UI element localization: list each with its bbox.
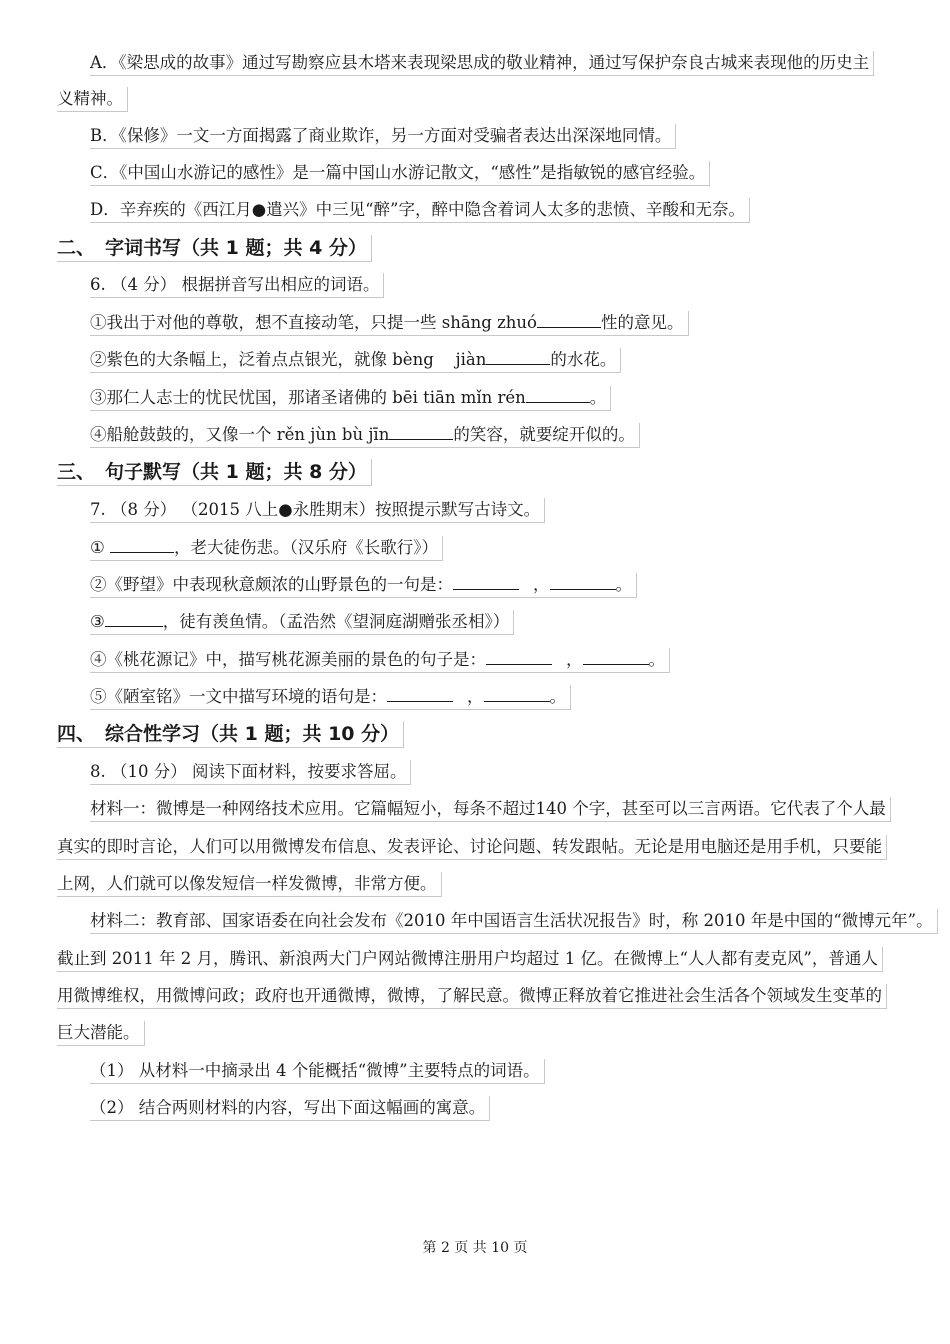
item-text: ， (467, 687, 484, 706)
q6-item-2 (90, 348, 621, 373)
option-c: C．《中国山水游记的感性》是一篇中国山水游记散文，“感性”是指敏锐的感官经验。 (90, 161, 710, 186)
option-a-line2: 义精神。 (57, 87, 128, 112)
question-6-stem: 6. （4 分） 根据拼音写出相应的词语。 (90, 273, 384, 298)
section-heading-3 (57, 459, 372, 486)
sub-question-2: （2） 结合两则材料的内容，写出下面这幅画的寓意。 (90, 1096, 490, 1121)
answer-blank[interactable] (550, 573, 616, 590)
material-2-line2: 截止到 2011 年 2 月，腾讯、新浪两大门户网站微博注册用户均超过 1 亿。在微博上“人人都有麦克风”，普通人 (57, 947, 883, 972)
answer-blank[interactable] (526, 386, 590, 403)
material-1-line3: 上网，人们就可以像发短信一样发微博，非常方便。 (57, 872, 442, 897)
sub-question-1: （1） 从材料一中摘录出 4 个能概括“微博”主要特点的词语。 (90, 1059, 545, 1084)
q7-item-1 (90, 536, 443, 561)
item-text: ①我出于对他的尊敬，想不直接动笔，只提一些 shāng zhuó (90, 313, 537, 332)
item-text: ① (90, 538, 111, 557)
item-text: 性的意见。 (601, 313, 684, 332)
item-text: ， (566, 650, 583, 669)
answer-blank[interactable] (110, 536, 174, 553)
item-text: ④船舱鼓鼓的，又像一个 rěn jùn bù jīn (90, 425, 390, 444)
option-a-line1: A．《梁思成的故事》通过写勘察应县木塔来表现梁思成的敬业精神，通过写保护奈良古城来表现他的历史主 (90, 51, 874, 76)
item-text: ③那仁人志士的忧民忧国，那诸圣诸佛的 bēi tiān mǐn rén (90, 388, 526, 407)
q7-item-2 (90, 573, 637, 598)
answer-blank[interactable] (583, 648, 649, 665)
item-text: 。 (648, 650, 665, 669)
section-number: 二、 (57, 237, 96, 259)
q6-item-4 (90, 423, 640, 448)
material-2-line3: 用微博维权，用微博问政；政府也开通微博，微博，了解民意。微博正释放着它推进社会生活各个领域发生变革的 (57, 984, 887, 1009)
page-footer: 第 2 页 共 10 页 (422, 1240, 528, 1256)
item-text: 。 (615, 575, 632, 594)
item-text: ④《桃花源记》中，描写桃花源美丽的景色的句子是： (90, 650, 486, 669)
item-text: ，徒有羡鱼情。（孟浩然《望洞庭湖赠张丞相》） (162, 612, 510, 631)
section-number: 四、 (57, 723, 96, 745)
q6-item-1 (90, 311, 689, 336)
item-text: ②《野望》中表现秋意颇浓的山野景色的一句是： (90, 575, 453, 594)
item-text: 的水花。 (550, 350, 617, 369)
q7-item-5 (90, 685, 571, 710)
section-title: 句子默写（共 1 题；共 8 分） (105, 461, 367, 483)
question-8-stem: 8. （10 分） 阅读下面材料，按要求答屈。 (90, 760, 411, 785)
answer-blank[interactable] (537, 311, 601, 328)
material-1-line1: 材料一：微博是一种网络技术应用。它篇幅短小，每条不超过140 个字，甚至可以三言两语。它代表了个人最 (90, 797, 891, 822)
option-b: B．《保修》一文一方面揭露了商业欺诈，另一方面对受骗者表达出深深地同情。 (90, 124, 676, 149)
material-2-line4: 巨大潜能。 (57, 1021, 145, 1046)
q6-item-3 (90, 386, 611, 411)
option-d: D．辛弃疾的《西江月●遣兴》中三见“醉”字，醉中隐含着词人太多的悲愤、辛酸和无奈。 (90, 198, 750, 223)
answer-blank[interactable] (387, 685, 453, 702)
answer-blank[interactable] (389, 423, 453, 440)
answer-blank[interactable] (486, 648, 552, 665)
item-text: 。 (549, 687, 566, 706)
answer-blank[interactable] (484, 685, 550, 702)
answer-blank[interactable] (486, 348, 550, 365)
item-text: ⑤《陋室铭》一文中描写环境的语句是： (90, 687, 387, 706)
item-text: ，老大徒伤悲。（汉乐府《长歌行》） (174, 538, 439, 557)
item-text: ， (533, 575, 550, 594)
section-title: 字词书写（共 1 题；共 4 分） (105, 237, 367, 259)
answer-blank[interactable] (105, 610, 163, 627)
section-heading-2 (57, 235, 372, 262)
material-2-line1: 材料二：教育部、国家语委在向社会发布《2010 年中国语言生活状况报告》时，称 2010 年是中国的“微博元年”。 (90, 909, 938, 934)
q7-item-4 (90, 648, 670, 673)
item-text: 。 (589, 388, 607, 407)
item-text: ③ (90, 612, 105, 631)
item-text: ②紫色的大条幅上，泛着点点银光，就像 bèng jiàn (90, 350, 487, 369)
answer-blank[interactable] (453, 573, 519, 590)
section-heading-4 (57, 721, 404, 748)
material-1-line2: 真实的即时言论，人们可以用微博发布信息、发表评论、讨论问题、转发跟帖。无论是用电脑还是用手机，只要能 (57, 835, 887, 860)
question-7-stem: 7. （8 分） （2015 八上●永胜期末）按照提示默写古诗文。 (90, 498, 545, 523)
q7-item-3 (90, 610, 514, 635)
item-text: 的笑容，就要绽开似的。 (453, 425, 635, 444)
section-number: 三、 (57, 461, 96, 483)
section-title: 综合性学习（共 1 题；共 10 分） (105, 723, 400, 745)
